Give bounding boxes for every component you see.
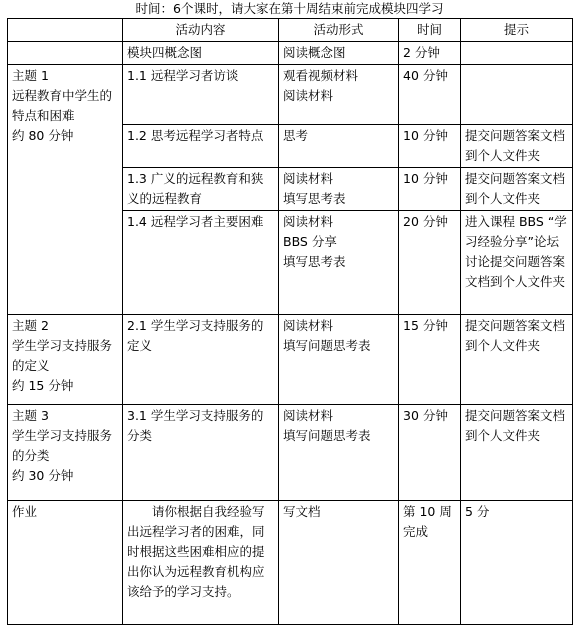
cell-time: 15 分钟 — [399, 315, 461, 405]
cell-time: 10 分钟 — [399, 168, 461, 211]
cell-time: 30 分钟 — [399, 405, 461, 501]
table-header-row — [8, 19, 573, 42]
cell-tip — [461, 65, 573, 125]
homework-content: 请你根据自我经验写出远程学习者的困难，同时根据这些困难相应的提出你认为远程教育机构应该给予的学习支持。 — [123, 501, 279, 625]
cell-form: 阅读材料 填写思考表 — [279, 168, 399, 211]
header-tip: 提示 — [461, 19, 573, 42]
cell-tip: 提交问题答案文档到个人文件夹 — [461, 405, 573, 501]
table-row — [8, 315, 573, 405]
concept-map-row — [8, 42, 573, 65]
homework-tip: 5 分 — [461, 501, 573, 625]
cell-form: 阅读材料 填写问题思考表 — [279, 315, 399, 405]
cell-form: 观看视频材料 阅读材料 — [279, 65, 399, 125]
homework-time: 第 10 周完成 — [399, 501, 461, 625]
theme-label: 主题 1 远程教育中学生的特点和困难 约 80 分钟 — [8, 65, 123, 315]
cell-content: 1.4 远程学习者主要困难 — [123, 211, 279, 315]
cell-content: 2.1 学生学习支持服务的定义 — [123, 315, 279, 405]
cell-tip: 进入课程 BBS “学习经验分享”论坛讨论提交问题答案文档到个人文件夹 — [461, 211, 573, 315]
table-row — [8, 65, 573, 125]
cell-form: 阅读概念图 — [279, 42, 399, 65]
cell-content: 3.1 学生学习支持服务的分类 — [123, 405, 279, 501]
header-time: 时间 — [399, 19, 461, 42]
header-form: 活动形式 — [279, 19, 399, 42]
homework-label: 作业 — [8, 501, 123, 625]
theme-label: 主题 3 学生学习支持服务的分类 约 30 分钟 — [8, 405, 123, 501]
theme-label: 主题 2 学生学习支持服务的定义 约 15 分钟 — [8, 315, 123, 405]
activity-table — [7, 18, 573, 625]
cell-tip: 提交问题答案文档到个人文件夹 — [461, 315, 573, 405]
cell-form: 阅读材料 填写问题思考表 — [279, 405, 399, 501]
cell-content: 1.2 思考远程学习者特点 — [123, 125, 279, 168]
cell-tip: 提交问题答案文档到个人文件夹 — [461, 125, 573, 168]
cell-time: 2 分钟 — [399, 42, 461, 65]
homework-row — [8, 501, 573, 625]
cell-content: 1.1 远程学习者访谈 — [123, 65, 279, 125]
page-title: 时间：6个课时，请大家在第十周结束前完成模块四学习 — [135, 1, 444, 16]
cell-content: 1.3 广义的远程教育和狭义的远程教育 — [123, 168, 279, 211]
table-row — [8, 405, 573, 501]
cell-time: 40 分钟 — [399, 65, 461, 125]
cell-form: 阅读材料 BBS 分享 填写思考表 — [279, 211, 399, 315]
header-content: 活动内容 — [123, 19, 279, 42]
header-blank — [8, 19, 123, 42]
cell-time: 10 分钟 — [399, 125, 461, 168]
homework-form: 写文档 — [279, 501, 399, 625]
cell-content: 模块四概念图 — [123, 42, 279, 65]
empty-cell — [461, 42, 573, 65]
cell-time: 20 分钟 — [399, 211, 461, 315]
empty-cell — [8, 42, 123, 65]
cell-form: 思考 — [279, 125, 399, 168]
cell-tip: 提交问题答案文档到个人文件夹 — [461, 168, 573, 211]
